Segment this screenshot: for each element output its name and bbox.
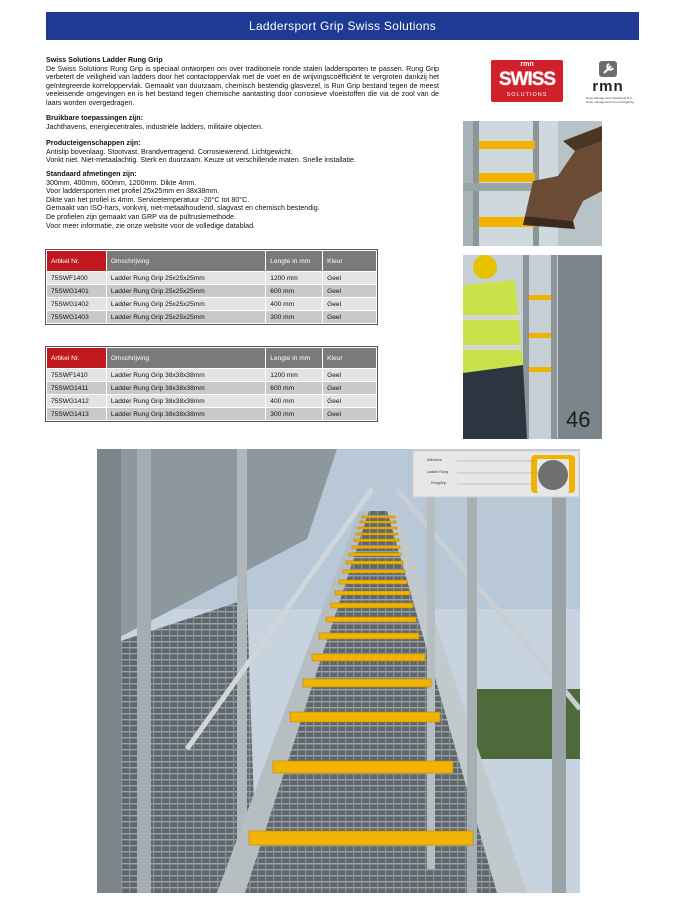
wrench-icon	[598, 60, 618, 78]
cell-article: 75SWG1402	[47, 298, 107, 311]
cell-color: Geel	[323, 272, 377, 285]
dimensions-line: Voor meer informatie, zie onze website voor de volledige datablad.	[46, 221, 255, 230]
rmn-logo-line: Rope management from Firefighting	[586, 100, 635, 104]
cell-length: 400 mm	[266, 395, 323, 408]
cell-color: Geel	[323, 408, 377, 421]
swiss-logo-top: rmn	[520, 61, 534, 68]
stair-walkway-photo	[97, 449, 580, 893]
cell-color: Geel	[323, 369, 377, 382]
col-header-color: Kleur	[323, 348, 377, 369]
boot-on-ladder-photo	[463, 121, 602, 246]
dimensions-heading: Standaard afmetingen zijn:	[46, 170, 137, 178]
page-title: Laddersport Grip Swiss Solutions	[248, 19, 436, 33]
table-header-row	[47, 251, 377, 272]
dimensions-line: Gemaakt van ISO-hars, vonkvrij, niet-metaalhoudend, slagvast en chemisch bestendig.	[46, 204, 320, 213]
cell-article: 75SWG1403	[47, 311, 107, 324]
product-table-25mm	[46, 250, 377, 324]
intro-body: De Swiss Solutions Rung Grip is speciaal ontworpen om over traditionele ronde stalen laddersporten te passen. Rung Grip verbetert de veiligheid van ladders door het contactoppervlak met de voet en de wrijvingscoëfficiënt te vergroten dankzij het geïntegreerde korreloppervlak. Gemaakt van duurzaam, chemisch bestendig glasvezel, is Run Grip bestand tegen de meest veeleisende omgevingen en is het bestand tegen chemische aantasting door corrosieve vloeistoffen die via de zool van de laars worden overgedragen.	[46, 64, 439, 107]
cell-color: Geel	[323, 298, 377, 311]
dimensions-line: Voor laddersporten met profiel 25x25mm en 38x38mm.	[46, 187, 220, 196]
cell-color: Geel	[323, 382, 377, 395]
table-row	[47, 285, 377, 298]
cell-description: Ladder Rung Grip 25x25x25mm	[106, 311, 265, 324]
diagram-label-adhesive: Adhesive	[427, 458, 442, 462]
cell-article: 75SWG1411	[47, 382, 107, 395]
cell-description: Ladder Rung Grip 38x38x38mm	[106, 369, 265, 382]
cell-length: 300 mm	[266, 408, 323, 421]
cell-article: 75SWF1410	[47, 369, 107, 382]
properties-heading: Producteigenschappen zijn:	[46, 139, 141, 147]
table-row	[47, 272, 377, 285]
rmn-logo-text: rmn	[592, 78, 624, 95]
cell-length: 600 mm	[266, 382, 323, 395]
diagram-label-ladder-rung: Ladder Rung	[427, 470, 448, 474]
properties-line: Antislip bovenlaag. Stootvast. Brandvertragend. Corrosiewerend. Lichtgewicht.	[46, 147, 293, 156]
cell-article: 75SWF1400	[47, 272, 107, 285]
dimensions-line: 300mm, 400mm, 600mm, 1200mm. Dikte 4mm.	[46, 178, 197, 187]
diagram-label-runggrip: RungGrip	[431, 481, 447, 485]
intro-section	[46, 56, 439, 108]
worker-on-ladder-photo	[463, 255, 602, 439]
cell-color: Geel	[323, 395, 377, 408]
applications-section	[46, 114, 439, 131]
swiss-logo-sub: SOLUTIONS	[506, 92, 548, 98]
page-banner	[46, 12, 639, 40]
rmn-logo	[586, 60, 644, 108]
intro-heading: Swiss Solutions Ladder Rung Grip	[46, 56, 163, 64]
cell-article: 75SWG1401	[47, 285, 107, 298]
swiss-logo-main: SWISS	[498, 69, 556, 90]
dimensions-line: De profielen zijn gemaakt van GRP via de pultrusiemethode.	[46, 212, 236, 221]
cell-length: 1200 mm	[266, 272, 323, 285]
col-header-color: Kleur	[323, 251, 377, 272]
cell-description: Ladder Rung Grip 38x38x38mm	[106, 395, 265, 408]
cell-color: Geel	[323, 311, 377, 324]
col-header-article: Artikel Nr.	[47, 251, 107, 272]
product-table-38mm	[46, 347, 377, 421]
col-header-article: Artikel Nr.	[47, 348, 107, 369]
cell-description: Ladder Rung Grip 25x25x25mm	[106, 298, 265, 311]
cell-description: Ladder Rung Grip 25x25x25mm	[106, 285, 265, 298]
table-header-row	[47, 348, 377, 369]
properties-section	[46, 139, 439, 165]
table-row	[47, 408, 377, 421]
cell-description: Ladder Rung Grip 38x38x38mm	[106, 382, 265, 395]
cell-article: 75SWG1412	[47, 395, 107, 408]
cell-length: 600 mm	[266, 285, 323, 298]
cell-description: Ladder Rung Grip 38x38x38mm	[106, 408, 265, 421]
cell-article: 75SWG1413	[47, 408, 107, 421]
cell-color: Geel	[323, 285, 377, 298]
col-header-length: Lengte in mm	[266, 348, 323, 369]
dimensions-line: Dikte van het profiel is 4mm. Servicetemperatuur -20°C tot 80°C.	[46, 195, 250, 204]
table-row	[47, 395, 377, 408]
cell-length: 300 mm	[266, 311, 323, 324]
applications-body: Jachthavens, energiecentrales, industriële ladders, militaire objecten.	[46, 122, 263, 131]
table-row	[47, 311, 377, 324]
properties-line: Vonkt niet. Niet-metaalachtig. Sterk en duurzaam. Keuze uit verschillende maten. Snelle installatie.	[46, 156, 356, 165]
applications-heading: Bruikbare toepassingen zijn:	[46, 114, 143, 122]
col-header-description: Omschrijving	[106, 348, 265, 369]
swiss-solutions-logo	[491, 60, 563, 102]
table-row	[47, 382, 377, 395]
dimensions-section	[46, 170, 439, 230]
rmn-logo-line: Rope Management Nederland B.V.	[586, 96, 633, 100]
table-row	[47, 298, 377, 311]
cell-length: 1200 mm	[266, 369, 323, 382]
table-row	[47, 369, 377, 382]
cell-length: 400 mm	[266, 298, 323, 311]
col-header-description: Omschrijving	[106, 251, 265, 272]
svg-text:46: 46	[566, 407, 591, 432]
cell-description: Ladder Rung Grip 25x25x25mm	[106, 272, 265, 285]
col-header-length: Lengte in mm	[266, 251, 323, 272]
